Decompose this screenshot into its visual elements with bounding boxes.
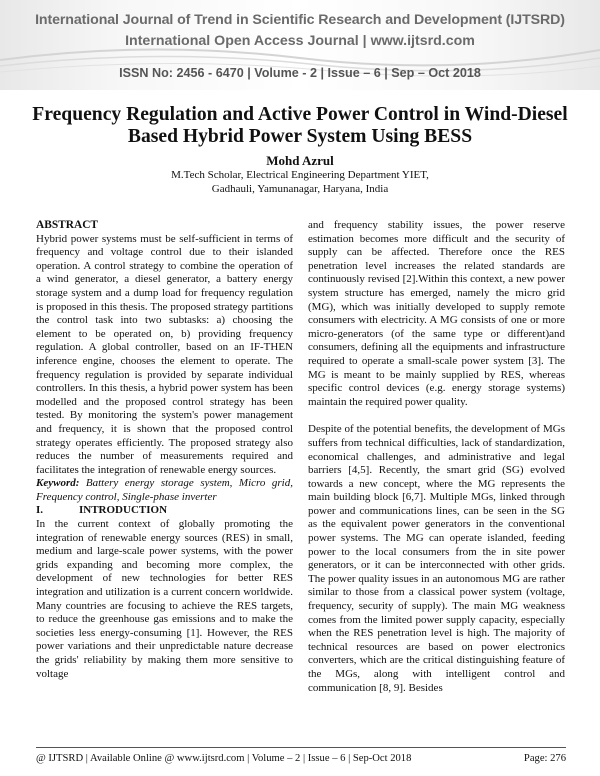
abstract-heading: ABSTRACT (36, 219, 99, 231)
journal-access: International Open Access Journal | www.ijtsrd.com (125, 33, 475, 49)
intro-number: I. (36, 504, 44, 517)
keywords (36, 477, 293, 504)
right-paragraph-1: and frequency stability issues, the power reserve estimation becomes more difficult and the security of supply can be affected. Therefore once the RES penetration level increases the related standards are continuously revised [2].Within this context, a new power system structure has emerged, namely the micro grid (MG), which was initially developed to supply remote consumers with electricity. A MG consists of one or more micro-generators (of the same type or different)and consumers, defining all the equipments and infrastructure required to operate a small-scale power system [3]. The MG is meant to be mainly supplied by RES, whereas specific control devices (e.g. energy storage systems) maintain the required power quality. (308, 219, 565, 408)
journal-name: International Journal of Trend in Scientific Research and Development (IJTSRD) (35, 12, 565, 28)
page-number: Page: 276 (523, 753, 566, 764)
keywords-text: Battery energy storage system, Micro grid, Frequency control, Single-phase inverter (36, 477, 293, 503)
paper-title (30, 104, 570, 148)
footer-divider (36, 747, 566, 748)
title-line-1: Frequency Regulation and Active Power Control in Wind-Diesel (32, 104, 568, 125)
affiliation-line-1: M.Tech Scholar, Electrical Engineering Department YIET, (171, 169, 429, 181)
intro-text: In the current context of globally promoting the integration of renewable energy sources (RES) in small, medium and large-scale power systems, with the power grids expanding and becoming more complex, the development of new technologies for better RES integration and utilization is a current concern worldwide. Many countries are focusing to achieve the RES targets, to reduce the greenhouse gas emissions and to make the societies less energy-consuming [1]. However, the RES power variations and their unpredictable nature decrease the grids' reliability by making them more sensitive to voltage (36, 518, 293, 680)
author-affiliation (0, 168, 600, 196)
keywords-label: Keyword: (36, 477, 80, 490)
left-column (36, 219, 293, 681)
footer-info: @ IJTSRD | Available Online @ www.ijtsrd.com | Volume – 2 | Issue – 6 | Sep-Oct 2018 (36, 753, 412, 764)
title-line-2: Based Hybrid Power System Using BESS (127, 126, 473, 147)
journal-issn: ISSN No: 2456 - 6470 | Volume - 2 | Issue – 6 | Sep – Oct 2018 (119, 66, 481, 80)
intro-title: INTRODUCTION (79, 504, 168, 517)
intro-heading (36, 504, 293, 518)
affiliation-line-2: Gadhauli, Yamunanagar, Haryana, India (211, 183, 389, 195)
right-column (308, 219, 565, 695)
author-name: Mohd Azrul (266, 153, 334, 168)
right-paragraph-2: Despite of the potential benefits, the development of MGs suffers from technical difficulties, lack of standardization, economical challenges, and administrative and legal barriers [4,5]. Recently, the smart grid (SG) evolved towards a new concept, where the MG represents the main building block [6,7]. Multiple MGs, linked through power and communications lines, can be seen in the SG as the equivalent power generators in the conventional power systems. The MG can operate islanded, feeding power to the local consumers from the in site power generators, or it can be interconnected with other grids. The power quality issues in an autonomous MG are rather similar to those from a classical power system (voltage, frequency, security of supply). The main MG weakness comes from the limited power supply capacity, especially when the RES penetration level is high. The majority of technical resources are based on power electronics converters, which are the critical distinguishing feature of the MGs, along with intelligent control and communication [8, 9]. Besides (308, 423, 565, 694)
abstract-text: Hybrid power systems must be self-sufficient in terms of frequency and voltage control due to their islanded operation. A control strategy to combine the operation of a wind generator, a diesel generator, a battery energy storage system and a dump load for frequency regulation is proposed in this thesis. The proposed strategy partitions the control task into two subtasks: a) choosing the element to be operated on, b) providing frequency regulation. A global controller, based on an IF-THEN inference engine, chooses the element to operate. The frequency regulation is provided by separate individual controllers. In this thesis, a hybrid power system has been modelled and the proposed control strategy has been tested. By monitoring the system's power management and frequency, it is shown that the proposed control strategy operates efficiently. The proposed strategy also reduces the number of measurements required and facilitates the integration of renewable energy sources. (36, 232, 293, 476)
journal-header (0, 0, 600, 90)
